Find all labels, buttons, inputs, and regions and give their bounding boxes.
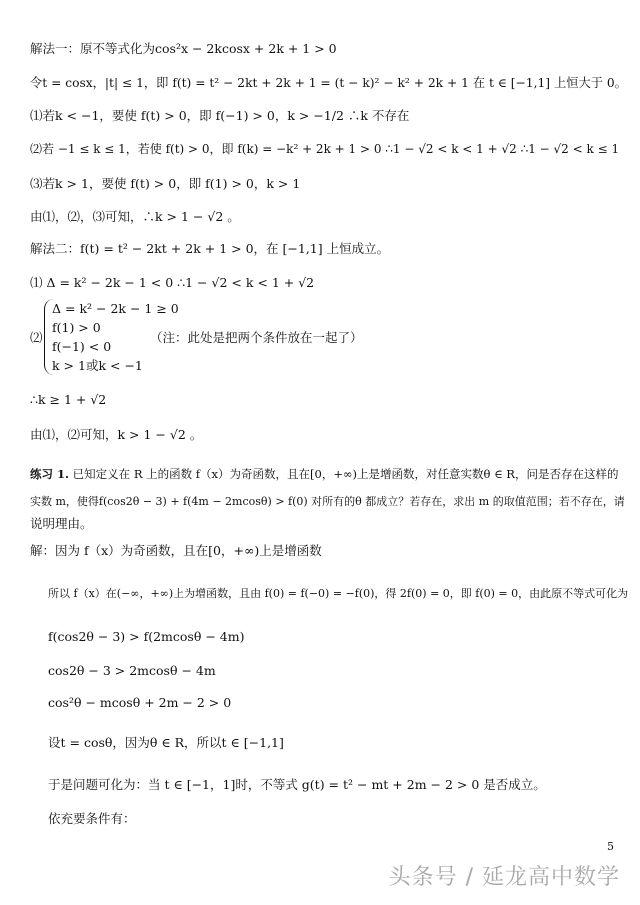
case-3-line: ⑶若k > 1，要使 f(t) > 0，即 f(1) > 0，k > 1 (30, 176, 301, 191)
system-condition-2: f(1) > 0 (52, 320, 101, 335)
conclusion-two: 由⑴，⑵可知，k > 1 − √2 。 (30, 427, 203, 442)
exercise-text-1: 已知定义在 R 上的函数 f（x）为奇函数，且在[0，+∞)上是增函数，对任意实数θ ∈ R，问是否存在这样的 (72, 467, 619, 481)
answer-intro: 解：因为 f（x）为奇函数，且在[0，+∞)上是增函数 (30, 543, 322, 558)
solution-one-intro: 解法一：原不等式化为cos²x − 2kcosx + 2k + 1 > 0 (30, 41, 337, 56)
solution-two-intro: 解法二：f(t) = t² − 2kt + 2k + 1 > 0，在 [−1,1] 上恒成立。 (30, 241, 390, 256)
substitution-theta: 设t = cosθ，因为θ ∈ R，所以t ∈ [−1,1] (48, 735, 284, 750)
inequality-step-2: cos2θ − 3 > 2mcosθ − 4m (48, 663, 216, 678)
watermark: 头条号 / 延龙高中数学 (388, 865, 620, 890)
system-condition-3: f(−1) < 0 (52, 339, 112, 354)
discriminant-case: ⑴ Δ = k² − 2k − 1 < 0 ∴1 − √2 < k < 1 + √2 (30, 275, 315, 290)
system-result: ∴k ≥ 1 + √2 (30, 392, 107, 407)
page-number: 5 (607, 840, 614, 853)
exercise-label: 练习 1. (30, 467, 70, 481)
case-2-line: ⑵若 −1 ≤ k ≤ 1，若使 f(t) > 0，即 f(k) = −k² + 2k + 1 > 0 ∴1 − √2 < k < 1 + √2 ∴1 − √2 < k ≤ 1 (30, 142, 620, 156)
system-label: ⑵ (30, 330, 43, 345)
substitution-line: 令t = cosx，|t| ≤ 1，即 f(t) = t² − 2kt + 2k + 1 = (t − k)² − k² + 2k + 1 在 t ∈ [−1,1] 上恒大于 0。 (30, 76, 627, 90)
system-condition-4: k > 1或k < −1 (52, 358, 143, 373)
inequality-step-1: f(cos2θ − 3) > f(2mcosθ − 4m) (48, 629, 245, 644)
exercise-1-line-2: 实数 m，使得f(cos2θ − 3) + f(4m − 2mcosθ) > f(0) 对所有的θ 都成立？若存在，求出 m 的取值范围；若不存在，请 (30, 495, 625, 508)
exercise-1-line-3: 说明理由。 (30, 516, 93, 531)
exercise-1-line-1 (30, 465, 618, 483)
case-1-line: ⑴若k < −1，要使 f(t) > 0，即 f(−1) > 0，k > −1/2 ∴k 不存在 (30, 108, 410, 123)
conclusion-one: 由⑴，⑵，⑶可知，∴k > 1 − √2 。 (30, 209, 240, 224)
problem-restated: 于是问题可化为：当 t ∈ [−1，1]时，不等式 g(t) = t² − mt + 2m − 2 > 0 是否成立。 (48, 777, 546, 792)
answer-increasing: 所以 f（x）在(−∞，+∞)上为增函数，且由 f(0) = f(−0) = −f(0)，得 2f(0) = 0，即 f(0) = 0，由此原不等式可化为 (48, 587, 629, 600)
system-note: （注：此处是把两个条件放在一起了） (150, 330, 363, 345)
system-condition-1: Δ = k² − 2k − 1 ≥ 0 (52, 301, 179, 316)
condition-intro: 依充要条件有： (48, 811, 136, 826)
inequality-step-3: cos²θ − mcosθ + 2m − 2 > 0 (48, 695, 232, 710)
